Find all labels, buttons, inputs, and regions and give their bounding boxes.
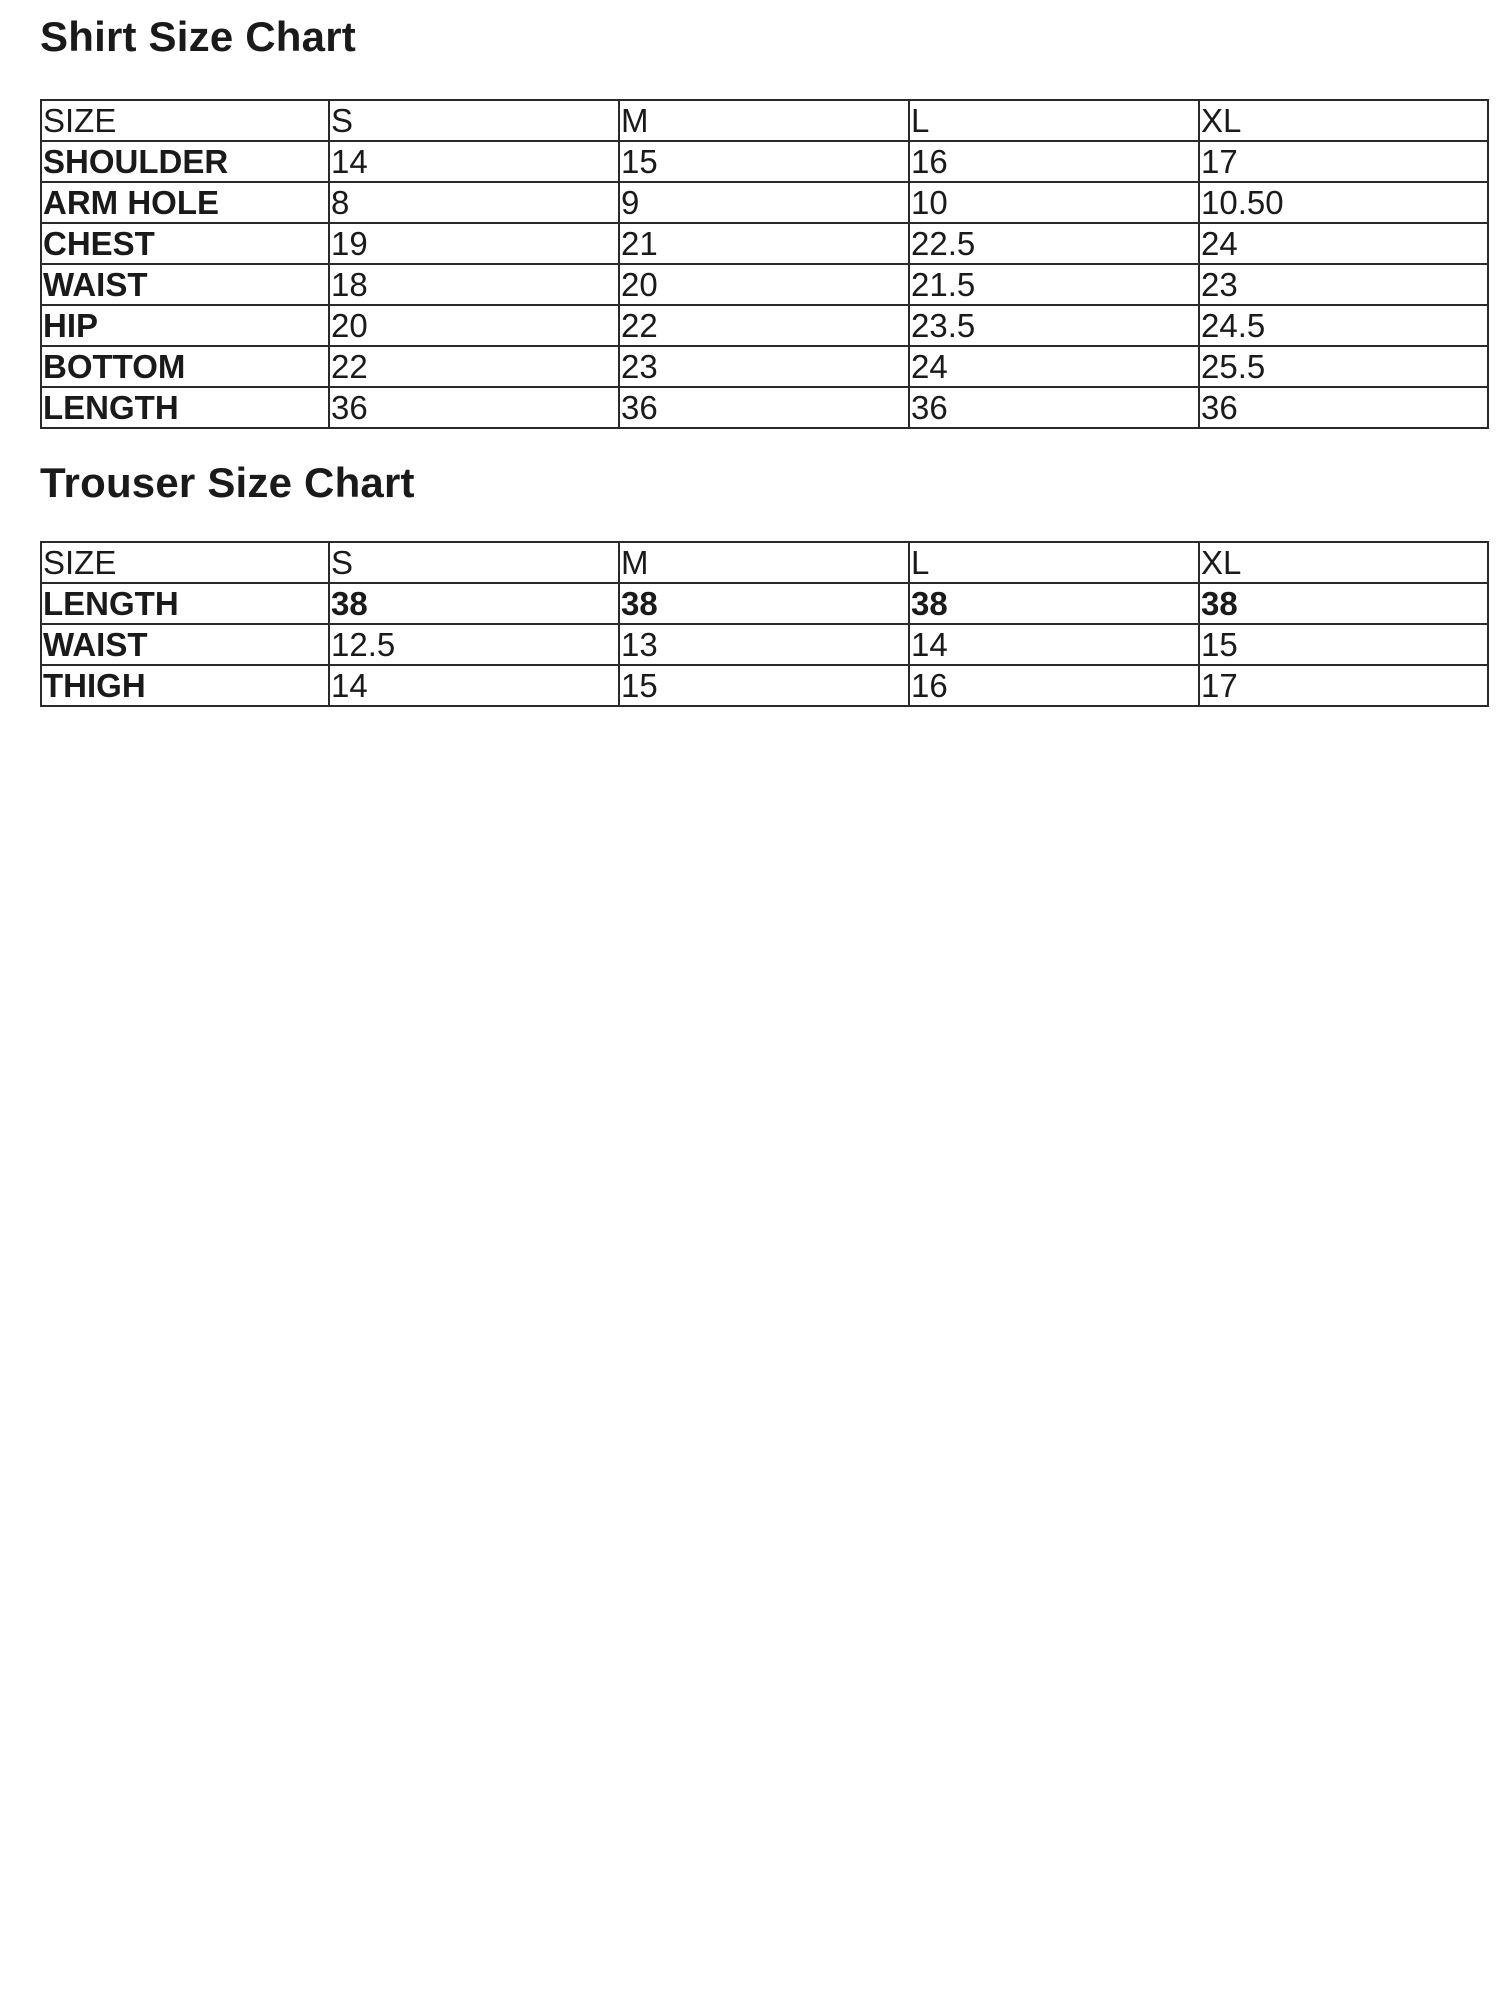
- table-row: [41, 346, 1488, 387]
- measurement-value: 23.5: [909, 305, 1199, 346]
- measurement-value: 36: [1199, 387, 1488, 428]
- measurement-value: 23: [619, 346, 909, 387]
- size-header-cell: SIZE: [41, 542, 329, 583]
- size-column-header: XL: [1199, 542, 1488, 583]
- size-column-header: M: [619, 542, 909, 583]
- measurement-label: LENGTH: [41, 583, 329, 624]
- measurement-value: 15: [619, 665, 909, 706]
- shirt-size-chart-title: Shirt Size Chart: [40, 13, 356, 60]
- table-row: [41, 264, 1488, 305]
- measurement-value: 38: [1199, 583, 1488, 624]
- size-column-header: S: [329, 100, 619, 141]
- table-row: [41, 665, 1488, 706]
- table-row: [41, 583, 1488, 624]
- size-column-header: S: [329, 542, 619, 583]
- measurement-label: WAIST: [41, 624, 329, 665]
- table-row: [41, 223, 1488, 264]
- measurement-value: 17: [1199, 665, 1488, 706]
- measurement-value: 18: [329, 264, 619, 305]
- measurement-value: 24: [909, 346, 1199, 387]
- size-header-cell: SIZE: [41, 100, 329, 141]
- table-row: [41, 305, 1488, 346]
- size-column-header: L: [909, 100, 1199, 141]
- measurement-value: 16: [909, 141, 1199, 182]
- measurement-value: 15: [1199, 624, 1488, 665]
- trouser-size-table: [40, 541, 1489, 707]
- measurement-value: 20: [329, 305, 619, 346]
- measurement-value: 22.5: [909, 223, 1199, 264]
- measurement-value: 24.5: [1199, 305, 1488, 346]
- measurement-label: BOTTOM: [41, 346, 329, 387]
- measurement-value: 21: [619, 223, 909, 264]
- table-header-row: [41, 542, 1488, 583]
- measurement-label: WAIST: [41, 264, 329, 305]
- measurement-label: HIP: [41, 305, 329, 346]
- trouser-size-chart-title: Trouser Size Chart: [40, 459, 415, 506]
- measurement-label: SHOULDER: [41, 141, 329, 182]
- measurement-value: 13: [619, 624, 909, 665]
- measurement-value: 36: [909, 387, 1199, 428]
- measurement-value: 20: [619, 264, 909, 305]
- measurement-value: 38: [619, 583, 909, 624]
- measurement-value: 22: [619, 305, 909, 346]
- measurement-value: 38: [329, 583, 619, 624]
- table-row: [41, 182, 1488, 223]
- measurement-value: 38: [909, 583, 1199, 624]
- measurement-label: CHEST: [41, 223, 329, 264]
- table-header-row: [41, 100, 1488, 141]
- measurement-value: 24: [1199, 223, 1488, 264]
- measurement-value: 19: [329, 223, 619, 264]
- measurement-value: 36: [329, 387, 619, 428]
- measurement-value: 9: [619, 182, 909, 223]
- measurement-value: 17: [1199, 141, 1488, 182]
- size-column-header: XL: [1199, 100, 1488, 141]
- measurement-value: 10: [909, 182, 1199, 223]
- measurement-label: THIGH: [41, 665, 329, 706]
- measurement-value: 12.5: [329, 624, 619, 665]
- measurement-value: 14: [909, 624, 1199, 665]
- measurement-value: 25.5: [1199, 346, 1488, 387]
- measurement-label: LENGTH: [41, 387, 329, 428]
- measurement-value: 10.50: [1199, 182, 1488, 223]
- measurement-value: 14: [329, 665, 619, 706]
- shirt-size-table: [40, 99, 1489, 429]
- measurement-value: 14: [329, 141, 619, 182]
- size-column-header: M: [619, 100, 909, 141]
- measurement-value: 22: [329, 346, 619, 387]
- measurement-value: 15: [619, 141, 909, 182]
- measurement-value: 21.5: [909, 264, 1199, 305]
- table-row: [41, 141, 1488, 182]
- measurement-label: ARM HOLE: [41, 182, 329, 223]
- table-row: [41, 624, 1488, 665]
- table-row: [41, 387, 1488, 428]
- measurement-value: 36: [619, 387, 909, 428]
- measurement-value: 23: [1199, 264, 1488, 305]
- measurement-value: 8: [329, 182, 619, 223]
- measurement-value: 16: [909, 665, 1199, 706]
- size-column-header: L: [909, 542, 1199, 583]
